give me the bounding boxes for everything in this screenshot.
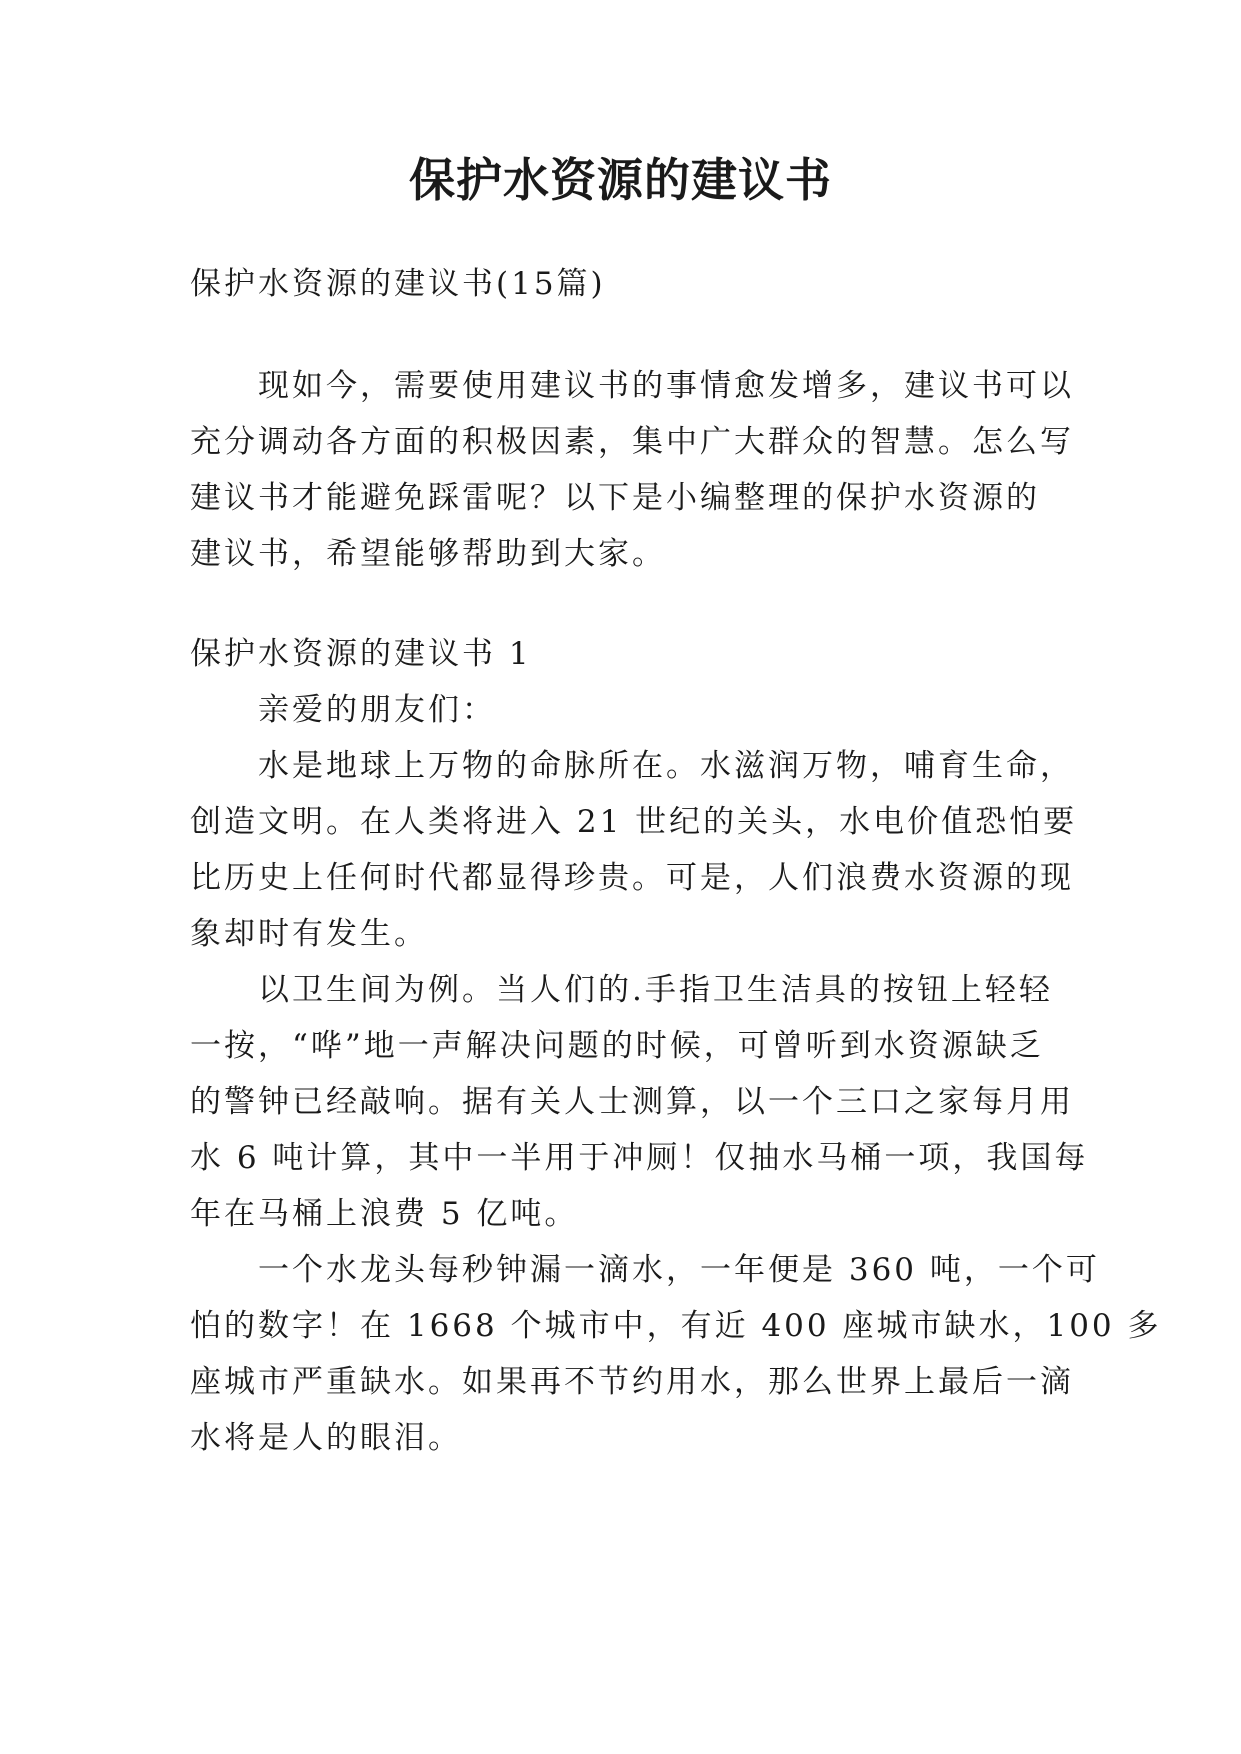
intro-line-2: 充分调动各方面的积极因素，集中广大群众的智慧。怎么写 [190,424,1074,460]
intro-line-4: 建议书，希望能够帮助到大家。 [190,536,666,572]
paragraph2-line-3: 的警钟已经敲响。据有关人士测算，以一个三口之家每月用 [190,1084,1074,1120]
paragraph3-line-4: 水将是人的眼泪。 [190,1420,462,1456]
intro-line-1: 现如今，需要使用建议书的事情愈发增多，建议书可以 [258,368,1074,404]
greeting: 亲爱的朋友们： [258,692,496,728]
paragraph3-line-3: 座城市严重缺水。如果再不节约用水，那么世界上最后一滴 [190,1364,1074,1400]
paragraph1-line-4: 象却时有发生。 [190,916,428,952]
paragraph1-line-2: 创造文明。在人类将进入 21 世纪的关头，水电价值恐怕要 [190,804,1078,840]
document-subtitle: 保护水资源的建议书(15篇) [190,266,606,302]
paragraph1-line-3: 比历史上任何时代都显得珍贵。可是，人们浪费水资源的现 [190,860,1074,896]
paragraph3-line-1: 一个水龙头每秒钟漏一滴水，一年便是 360 吨，一个可 [258,1252,1100,1288]
paragraph1-line-1: 水是地球上万物的命脉所在。水滋润万物，哺育生命， [258,748,1074,784]
paragraph3-line-2: 怕的数字！在 1668 个城市中，有近 400 座城市缺水，100 多 [190,1308,1162,1344]
intro-line-3: 建议书才能避免踩雷呢？以下是小编整理的保护水资源的 [190,480,1040,516]
paragraph2-line-2: 一按，“哗”地一声解决问题的时候，可曾听到水资源缺乏 [190,1028,1044,1064]
paragraph2-line-5: 年在马桶上浪费 5 亿吨。 [190,1196,579,1232]
paragraph2-line-4: 水 6 吨计算，其中一半用于冲厕！仅抽水马桶一项，我国每 [190,1140,1089,1176]
section-heading: 保护水资源的建议书 1 [190,636,532,672]
document-title: 保护水资源的建议书 [409,153,832,207]
paragraph2-line-1: 以卫生间为例。当人们的.手指卫生洁具的按钮上轻轻 [258,972,1053,1008]
